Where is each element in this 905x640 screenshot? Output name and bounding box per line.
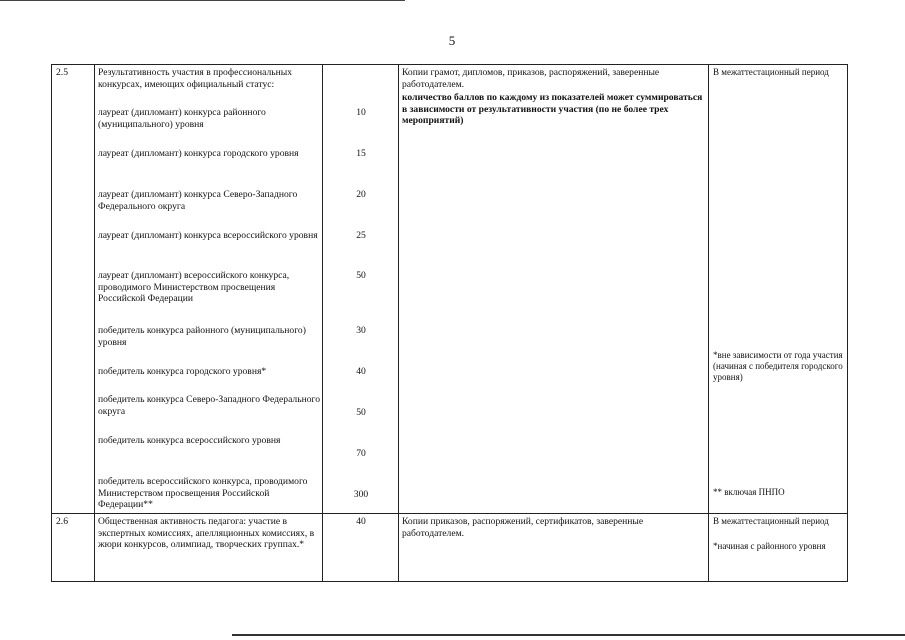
item-points: 25: [356, 230, 366, 241]
item-points: 300: [353, 489, 369, 500]
item-points: 40: [356, 366, 366, 377]
item-label: победитель конкурса всероссийского уровня: [98, 435, 281, 446]
item-points: 15: [356, 148, 366, 159]
note-double-star: ** включая ПНПО: [713, 487, 785, 497]
item-label: лауреат (дипломант) конкурса городского уровня: [98, 148, 299, 159]
column-border: [322, 64, 323, 582]
term-text: В межаттестационный период: [713, 516, 829, 526]
column-border: [398, 64, 399, 582]
column-border: [94, 64, 95, 582]
item-points: 30: [356, 325, 366, 336]
item-label: победитель всероссийского конкурса, проводимого Министерством просвещения Российской Федерации**: [98, 476, 308, 511]
item-label: лауреат (дипломант) конкурса Северо-Западного Федерального округа: [98, 189, 298, 212]
item-points: 20: [356, 189, 366, 200]
item-label: лауреат (дипломант) всероссийского конкурса, проводимого Министерством просвещения Российской Федерации: [98, 270, 290, 305]
item-label: лауреат (дипломант) конкурса районного (муниципального) уровня: [98, 107, 266, 130]
item-points: 50: [356, 407, 366, 418]
column-border: [708, 64, 709, 582]
item-points: 50: [356, 270, 366, 281]
row-number: 2.5: [56, 67, 68, 78]
note-star: *начиная с районного уровня: [713, 541, 826, 551]
top-rule: [0, 0, 405, 1]
table-top-border: [51, 64, 848, 65]
note-star: *вне зависимости от года участия (начиная с победителя городского уровня): [713, 350, 843, 382]
bottom-rule: [232, 634, 905, 636]
row-description: Общественная активность педагога: участие в экспертных комиссиях, апелляционных комиссиях, в жюри конкурсов, олимпиад, творческих группах.*: [98, 516, 315, 551]
item-points: 10: [356, 107, 366, 118]
item-points: 70: [356, 448, 366, 459]
column-border: [51, 64, 52, 582]
item-label: лауреат (дипломант) конкурса всероссийского уровня: [98, 230, 318, 241]
row-divider: [51, 513, 848, 514]
term-text: В межаттестационный период: [713, 67, 829, 77]
row-points: 40: [356, 516, 366, 527]
documents-note: количество баллов по каждому из показателей может суммироваться в зависимости от результативности участия (по не более трех мероприятий): [402, 92, 703, 127]
item-label: победитель конкурса Северо-Западного Федерального округа: [98, 394, 321, 417]
item-label: победитель конкурса городского уровня*: [98, 366, 267, 377]
column-border: [847, 64, 848, 582]
row-number: 2.6: [56, 516, 68, 527]
documents-text: Копии грамот, дипломов, приказов, распоряжений, заверенные работодателем.: [402, 67, 660, 90]
documents-text: Копии приказов, распоряжений, сертификатов, заверенные работодателем.: [402, 516, 644, 539]
table-bottom-border: [51, 581, 848, 582]
item-label: победитель конкурса районного (муниципального) уровня: [98, 325, 306, 348]
row-intro: Результативность участия в профессиональных конкурсах, имеющих официальный статус:: [98, 67, 293, 90]
page-number: 5: [448, 33, 456, 48]
